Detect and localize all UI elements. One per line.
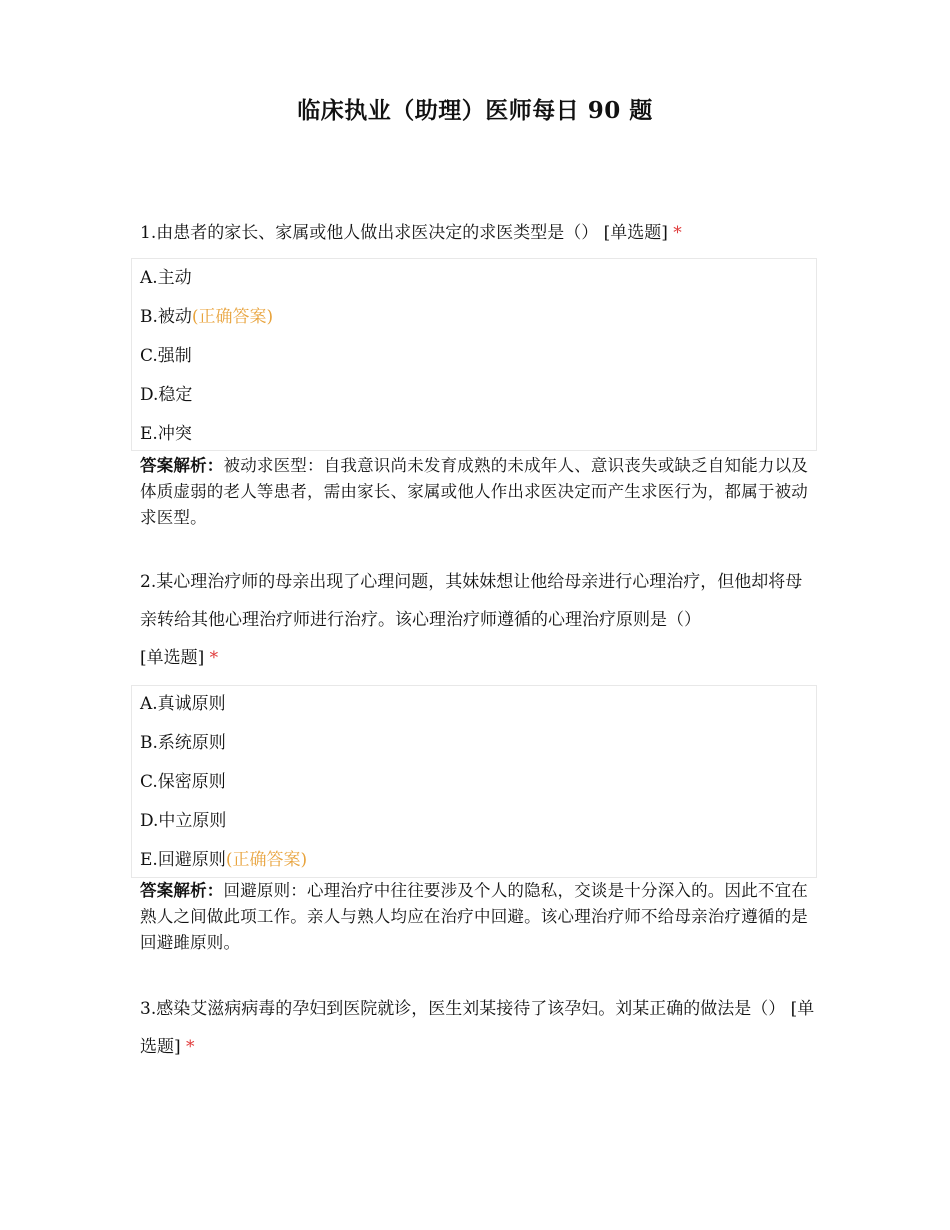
required-marker: * (673, 223, 682, 243)
option-d[interactable]: D.稳定 (140, 385, 193, 405)
question-1-type: [单选题] (598, 223, 674, 243)
page-title: 临床执业（助理）医师每日 90 题 (297, 97, 653, 124)
analysis-label: 答案解析： (140, 881, 224, 900)
question-1-options (131, 258, 817, 451)
option-c[interactable]: C.保密原则 (140, 772, 226, 792)
question-2-analysis (140, 878, 815, 956)
question-2-type: [单选题] (140, 648, 210, 668)
option-a[interactable]: A.真诚原则 (140, 694, 226, 714)
option-a[interactable]: A.主动 (140, 268, 192, 288)
analysis-text: 回避原则：心理治疗中往往要涉及个人的隐私，交谈是十分深入的。因此不宜在熟人之间做此项工作。亲人与熟人均应在治疗中回避。该心理治疗师不给母亲治疗遵循的是回避雎原则。 (140, 881, 808, 952)
question-1-stem (140, 214, 815, 252)
analysis-text: 被动求医型：自我意识尚未发育成熟的未成年人、意识丧失或缺乏自知能力以及体质虚弱的老人等患者，需由家长、家属或他人作出求医决定而产生求医行为，都属于被动求医型。 (140, 456, 808, 527)
option-d[interactable]: D.中立原则 (140, 811, 227, 831)
option-c[interactable]: C.强制 (140, 346, 192, 366)
option-e[interactable]: E.冲突 (140, 424, 192, 444)
question-2-text: 2.某心理治疗师的母亲出现了心理问题，其妹妹想让他给母亲进行心理治疗，但他却将母亲转给其他心理治疗师进行治疗。该心理治疗师遵循的心理治疗原则是（） (140, 572, 803, 630)
required-marker: * (186, 1037, 195, 1057)
option-e[interactable]: E.回避原则(正确答案) (140, 850, 308, 870)
question-2-stem (140, 563, 815, 677)
question-3-stem (140, 990, 815, 1066)
question-1-analysis (140, 453, 815, 531)
correct-answer-tag: (正确答案) (225, 850, 308, 870)
option-b[interactable]: B.被动(正确答案) (140, 307, 274, 327)
analysis-label: 答案解析： (140, 456, 224, 475)
required-marker: * (209, 648, 219, 668)
question-3-type: [单选题] (140, 999, 815, 1057)
option-b[interactable]: B.系统原则 (140, 733, 226, 753)
correct-answer-tag: (正确答案) (191, 307, 274, 327)
question-3-text: 3.感染艾滋病病毒的孕妇到医院就诊，医生刘某接待了该孕妇。刘某正确的做法是（） (140, 999, 786, 1019)
question-1-text: 1.由患者的家长、家属或他人做出求医决定的求医类型是（） (140, 223, 599, 243)
question-2-options (131, 685, 817, 878)
